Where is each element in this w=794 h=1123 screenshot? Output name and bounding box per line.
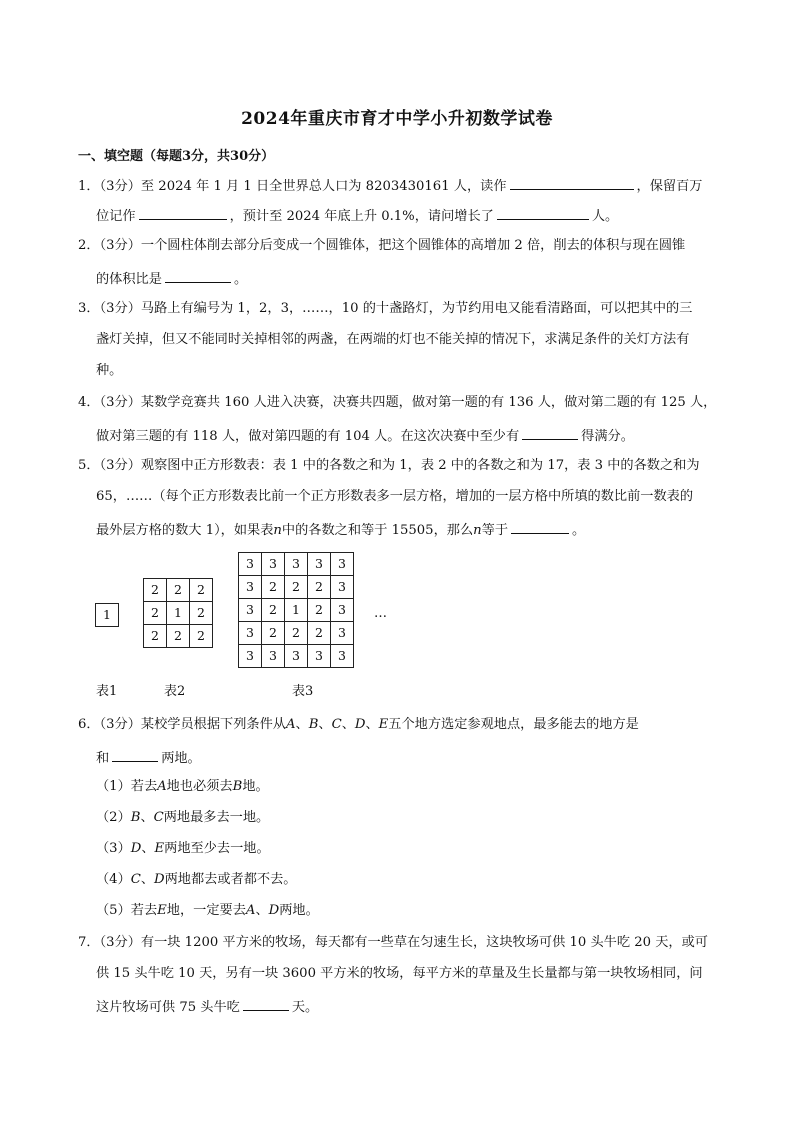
- q7-line-1: [78, 934, 708, 952]
- grid-cell: 2: [285, 576, 308, 599]
- grid-cell: 3: [331, 576, 354, 599]
- grid-cell: 1: [167, 602, 190, 625]
- q6-c1-text-c: 地。: [242, 779, 269, 794]
- q6-c2-letter-b: B: [130, 810, 141, 825]
- grid-cell: 2: [144, 602, 167, 625]
- q6-c5-text-a: （5）若去: [96, 903, 158, 918]
- q6-letter-e: E: [378, 717, 389, 732]
- q4-line-2: [96, 425, 634, 446]
- caption-table-2: 表2: [164, 684, 186, 699]
- q6-condition-2: [96, 809, 269, 827]
- q6-condition-5: [96, 902, 319, 920]
- q2-text-a: 2．（3分）一个圆柱体削去部分后变成一个圆锥体，把这个圆锥体的高增加 2 倍，削去的体积与现在圆锥: [78, 238, 686, 253]
- q1-blank-2[interactable]: [139, 205, 227, 220]
- q7-line-2: [96, 965, 703, 983]
- q6-text-b1: 和: [96, 751, 110, 766]
- page-title: 2024年重庆市育才中学小升初数学试卷: [241, 109, 553, 129]
- q5-text-c3: 等于: [481, 523, 509, 538]
- grid-cell: 3: [262, 553, 285, 576]
- q6-text-a2: 五个地方选定参观地点，最多能去的地方是: [388, 717, 639, 732]
- grid-cell: 2: [262, 622, 285, 645]
- q6-text-b2: 两地。: [161, 751, 201, 766]
- table-1-grid: [95, 603, 119, 627]
- q6-c5-letter-a: A: [245, 903, 256, 918]
- q6-c4-text-a: （4）: [96, 872, 131, 887]
- q6-c4-letter-d: D: [154, 872, 165, 887]
- q5-text-b: 65，……（每个正方形数表比前一个正方形数表多一层方格，增加的一层方格中所填的数比前一数表的: [96, 489, 694, 504]
- q3-text-a: 3．（3分）马路上有编号为 1，2，3，……，10 的十盏路灯，为节约用电又能看清路面，可以把其中的三: [78, 301, 693, 316]
- grid-cell: 3: [285, 645, 308, 668]
- number-tables-figure: [78, 548, 478, 708]
- grid-cell: 1: [96, 604, 119, 627]
- q7-text-b: 供 15 头牛吃 10 天，另有一块 3600 平方米的牧场，每平方米的草量及生长量都与第一块牧场相同，问: [96, 966, 703, 981]
- q5-var-n: n: [273, 523, 282, 538]
- grid-cell: 3: [331, 599, 354, 622]
- q6-condition-3: [96, 840, 270, 858]
- q6-blank[interactable]: [112, 747, 158, 762]
- grid-cell: 2: [144, 625, 167, 648]
- grid-cell: 3: [308, 553, 331, 576]
- q1-line-1: [78, 175, 702, 196]
- q4-text-b: 做对第三题的有 118 人，做对第四题的有 104 人。在这次决赛中至少有: [96, 429, 520, 444]
- grid-cell: 2: [144, 579, 167, 602]
- grid-row: [144, 602, 213, 625]
- q6-condition-4: [96, 871, 297, 889]
- q1-text-d: ，预计至 2024 年底上升 0.1%，请问增长了: [229, 209, 494, 224]
- grid-cell: 3: [239, 576, 262, 599]
- grid-row: [144, 625, 213, 648]
- q6-sep: 、: [295, 717, 309, 732]
- q6-line-2: [96, 747, 201, 768]
- q6-c3-text-b: 两地至少去一地。: [164, 841, 270, 856]
- q5-line-1: [78, 457, 700, 475]
- grid-cell: 3: [331, 622, 354, 645]
- q6-c1-text-a: （1）若去: [96, 779, 158, 794]
- q6-text-a1: 6．（3分）某校学员根据下列条件从: [78, 717, 286, 732]
- q6-sep: 、: [341, 717, 355, 732]
- q6-letter-b: B: [308, 717, 319, 732]
- grid-row: [239, 576, 354, 599]
- q5-var-n-2: n: [473, 523, 482, 538]
- q2-blank[interactable]: [165, 268, 231, 283]
- q2-text-c: 。: [233, 272, 248, 287]
- figure-ellipsis: …: [374, 606, 387, 621]
- grid-cell: 2: [262, 576, 285, 599]
- grid-cell: 3: [239, 622, 262, 645]
- grid-cell: 2: [190, 602, 213, 625]
- q5-line-2: [96, 488, 693, 506]
- q2-text-b: 的体积比是: [96, 272, 162, 287]
- q3-line-2: [96, 331, 689, 349]
- q6-sep: 、: [365, 717, 379, 732]
- q3-text-c: 种。: [96, 363, 123, 378]
- grid-row: [239, 622, 354, 645]
- grid-cell: 3: [331, 645, 354, 668]
- q6-c5-letter-e: E: [157, 903, 167, 918]
- grid-cell: 3: [262, 645, 285, 668]
- q1-blank-3[interactable]: [497, 205, 589, 220]
- grid-cell: 2: [262, 599, 285, 622]
- q3-text-b: 盏灯关掉，但又不能同时关掉相邻的两盏，在两端的灯也不能关掉的情况下，求满足条件的关灯方法有: [96, 332, 690, 347]
- grid-row: [144, 579, 213, 602]
- q7-text-c: 这片牧场可供 75 头牛吃: [96, 1000, 240, 1015]
- grid-row: [239, 599, 354, 622]
- q1-line-2: [96, 205, 618, 226]
- q4-line-1: [78, 394, 716, 412]
- q7-line-3: [96, 996, 318, 1017]
- grid-row: [239, 645, 354, 668]
- grid-cell: 3: [285, 553, 308, 576]
- q6-c4-letter-c: C: [130, 872, 141, 887]
- q6-c3-letter-d: D: [130, 841, 142, 856]
- q6-sep: 、: [140, 872, 155, 887]
- q2-line-2: [96, 268, 247, 289]
- grid-cell: 2: [190, 579, 213, 602]
- q6-letter-d: D: [354, 717, 366, 732]
- q1-text-c: 位记作: [96, 209, 136, 224]
- q1-text-e: 人。: [591, 209, 619, 224]
- q6-c4-text-b: 两地都去或者都不去。: [164, 872, 297, 887]
- q1-text-b: ，保留百万: [636, 179, 703, 194]
- grid-cell: 2: [308, 576, 331, 599]
- table-3-grid: [238, 552, 354, 668]
- q7-blank[interactable]: [243, 996, 289, 1011]
- grid-cell: 2: [167, 579, 190, 602]
- q6-c3-letter-e: E: [154, 841, 165, 856]
- q1-blank-1[interactable]: [510, 175, 634, 190]
- q6-c2-text-a: （2）: [96, 810, 131, 825]
- q6-c5-text-b: 地，一定要去: [166, 903, 246, 918]
- section-heading: 一、填空题（每题3分，共30分）: [78, 149, 275, 164]
- q6-c1-letter-b: B: [232, 779, 243, 794]
- q6-sep: 、: [255, 903, 269, 918]
- table-2-grid: [143, 578, 213, 648]
- q3-line-1: [78, 300, 692, 318]
- q3-line-3: [96, 362, 122, 380]
- q5-blank[interactable]: [511, 519, 569, 534]
- q6-sep: 、: [140, 810, 154, 825]
- grid-cell: 2: [285, 622, 308, 645]
- q6-letter-a: A: [286, 717, 296, 732]
- q5-text-c4: 。: [572, 523, 586, 538]
- q4-text-a: 4．（3分）某数学竞赛共 160 人进入决赛，决赛共四题，做对第一题的有 136 人，做对第二题的有 125 人，: [78, 395, 717, 410]
- q6-c2-text-b: 两地最多去一地。: [163, 810, 270, 825]
- q5-text-c1: 最外层方格的数大 1），如果表: [96, 523, 274, 538]
- q6-condition-1: [96, 778, 269, 796]
- q6-c5-letter-d: D: [268, 903, 280, 918]
- caption-table-1: 表1: [96, 684, 118, 699]
- q7-text-a: 7．（3分）有一块 1200 平方米的牧场，每天都有一些草在匀速生长，这块牧场可供 10 头牛吃 20 天，或可: [78, 935, 708, 950]
- q6-line-1: [78, 716, 639, 734]
- q5-text-c2: 中的各数之和等于 15505，那么: [281, 523, 474, 538]
- q4-blank[interactable]: [522, 425, 578, 440]
- q6-c1-text-b: 地也必须去: [166, 779, 233, 794]
- grid-cell: 1: [285, 599, 308, 622]
- q7-text-d: 天。: [291, 1000, 319, 1015]
- q6-letter-c: C: [331, 717, 342, 732]
- q4-text-c: 得满分。: [581, 429, 634, 444]
- grid-cell: 2: [190, 625, 213, 648]
- q6-c2-letter-c: C: [153, 810, 164, 825]
- q2-line-1: [78, 237, 685, 255]
- q5-text-a: 5．（3分）观察图中正方形数表：表 1 中的各数之和为 1，表 2 中的各数之和为 17，表 3 中的各数之和为: [78, 458, 700, 473]
- q6-c3-text-a: （3）: [96, 841, 131, 856]
- q6-sep: 、: [318, 717, 332, 732]
- grid-cell: 3: [239, 599, 262, 622]
- grid-row: [239, 553, 354, 576]
- caption-table-3: 表3: [292, 684, 314, 699]
- q6-sep: 、: [141, 841, 155, 856]
- grid-cell: 2: [167, 625, 190, 648]
- grid-cell: 3: [308, 645, 331, 668]
- q6-c5-text-c: 两地。: [279, 903, 319, 918]
- grid-cell: 3: [239, 645, 262, 668]
- grid-cell: 2: [308, 599, 331, 622]
- grid-cell: 3: [331, 553, 354, 576]
- grid-row: [96, 604, 119, 627]
- q1-text-a: 1．（3分）至 2024 年 1 月 1 日全世界总人口为 8203430161 人，读作: [78, 179, 507, 194]
- grid-cell: 3: [239, 553, 262, 576]
- q5-line-3: [96, 519, 585, 540]
- grid-cell: 2: [308, 622, 331, 645]
- q6-c1-letter-a: A: [157, 779, 167, 794]
